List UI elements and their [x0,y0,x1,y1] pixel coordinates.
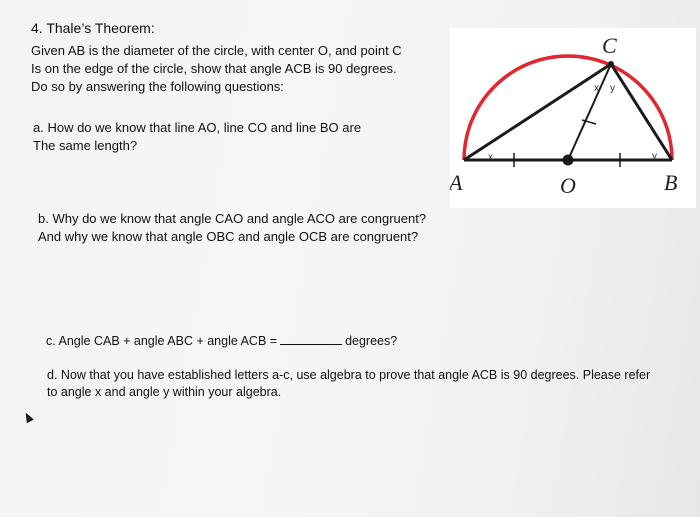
label-b: B [664,170,678,195]
label-c: C [602,33,617,58]
point-c [608,61,614,67]
part-a-line-1: a. How do we know that line AO, line CO and line BO are [33,120,362,135]
problem-intro-line-1: Given AB is the diameter of the circle, with center O, and point C [31,43,402,58]
problem-intro-line-2: Is on the edge of the circle, show that angle ACB is 90 degrees. [31,61,397,76]
part-c-prefix: c. Angle CAB + angle ABC + angle ACB = [46,334,278,348]
angle-y-at-c: y [610,83,615,94]
segment-bc [611,64,672,160]
center-point-o [563,155,574,166]
angle-y-at-b: y [652,151,657,162]
part-c-question [46,332,397,350]
semicircle-arc [464,56,672,160]
thales-diagram [450,28,696,208]
problem-intro-line-3: Do so by answering the following questions: [31,79,284,94]
answer-blank[interactable] [280,334,342,345]
thales-figure [450,28,696,208]
part-d-line-2: to angle x and angle y within your algebra. [47,385,282,399]
angle-x-at-a: x [488,152,493,163]
angle-x-at-c: x [594,83,599,94]
part-b-line-2: And why we know that angle OBC and angle OCB are congruent? [38,229,419,244]
part-c-suffix: degrees? [345,334,398,348]
problem-title: 4. Thale’s Theorem: [31,20,155,36]
part-b-line-1: b. Why do we know that angle CAO and angle ACO are congruent? [38,211,427,226]
label-a: A [450,170,463,195]
part-a-line-2: The same length? [33,138,138,153]
label-o: O [560,173,576,198]
part-d-line-1: d. Now that you have established letters a-c, use algebra to prove that angle ACB is 90 degrees. Please refer [47,368,651,382]
mouse-cursor [22,411,34,424]
